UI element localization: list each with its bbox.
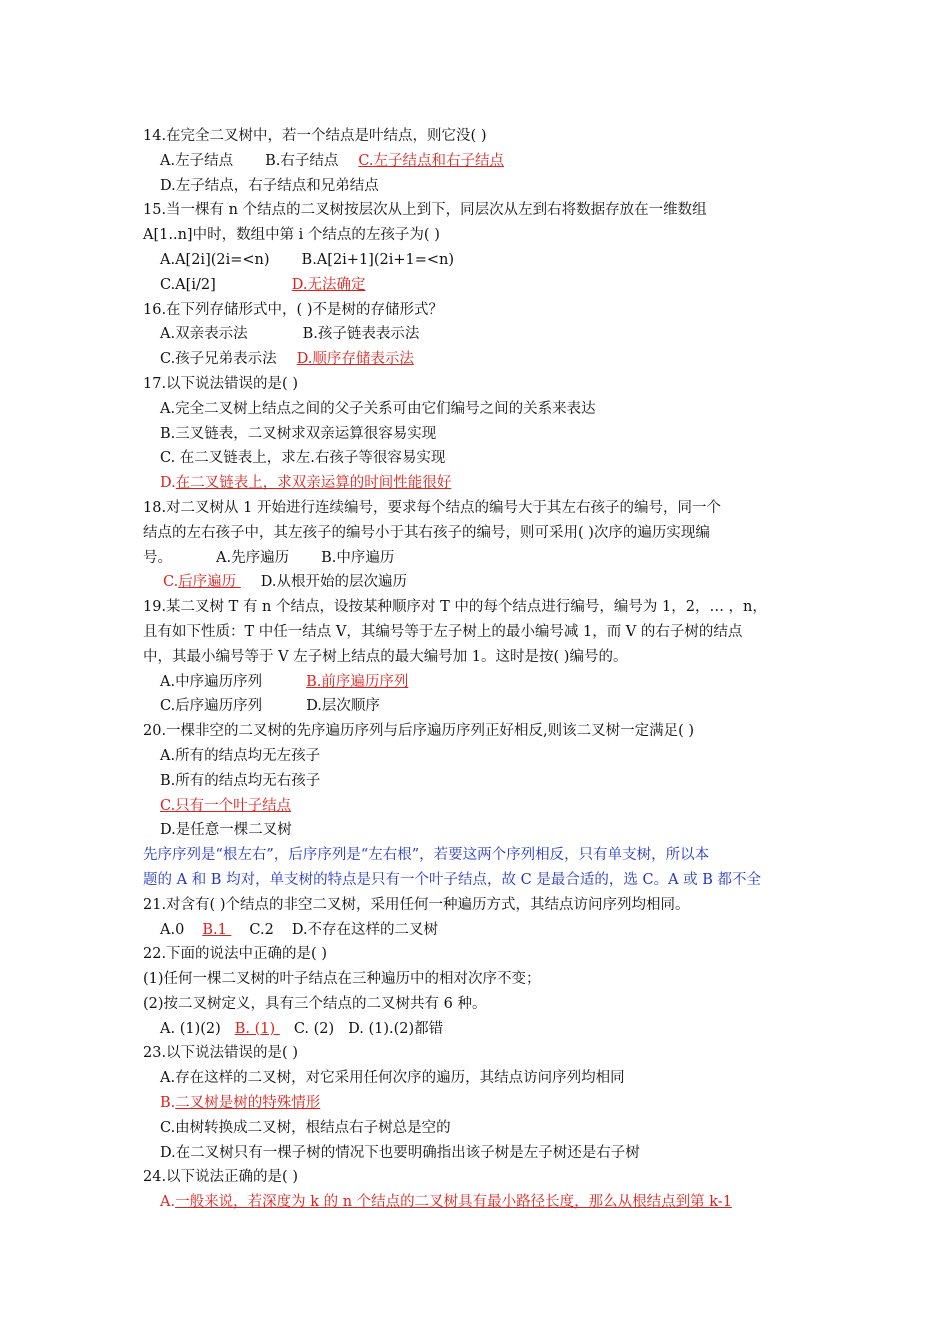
q14-option-a: A.左子结点 — [160, 152, 234, 169]
q23-stem: 23.以下说法错误的是( ) — [143, 1045, 298, 1062]
q19-option-a: A.中序遍历序列 — [160, 673, 263, 690]
q18-options-row2 — [143, 570, 813, 595]
q17-option-a: A.完全二叉树上结点之间的父子关系可由它们编号之间的关系来表达 — [160, 400, 596, 417]
q18-option-c-prefix: C. — [163, 574, 179, 591]
q19-stem-line1: 19.某二叉树 T 有 n 个结点，设按某种顺序对 T 中的每个结点进行编号，编号为 1，2，… ，n， — [143, 599, 767, 616]
q23-option-a: A.存在这样的二叉树，对它采用任何次序的遍历，其结点访问序列均相同 — [160, 1070, 625, 1087]
q21-options-row — [143, 918, 813, 943]
q15-options-row1 — [143, 248, 813, 273]
q19-option-b-answer: B.前序遍历序列 — [306, 673, 409, 690]
q22-option-d: D. (1).(2)都错 — [348, 1020, 444, 1037]
q15-option-b: B.A[2i+1](2i+1=<n) — [301, 251, 455, 268]
q19-stem-line3: 中，其最小编号等于 V 左子树上结点的最大编号加 1。这时是按( )编号的。 — [143, 648, 628, 665]
q18-option-b: B.中序遍历 — [321, 549, 395, 566]
q17-option-d-answer: 在二叉链表上，求双亲运算的时间性能很好 — [175, 475, 452, 492]
q21-option-c: C.2 — [249, 921, 274, 938]
question-document — [143, 124, 813, 1215]
q15-option-c: C.A[i/2] — [160, 276, 216, 293]
q19-stem-line2: 且有如下性质：T 中任一结点 V，其编号等于左子树上的最小编号减 1，而 V 的右子树的结点 — [143, 623, 743, 640]
q18-stem-line1: 18.对二叉树从 1 开始进行连续编号，要求每个结点的编号大于其左右孩子的编号，同一个 — [143, 499, 721, 516]
q18-stem-line2: 结点的左右孩子中，其左孩子的编号小于其右孩子的编号，则可采用( )次序的遍历实现编 — [143, 524, 710, 541]
q21-option-a: A.0 — [160, 921, 185, 938]
q20-option-b: B.所有的结点均无右孩子 — [160, 772, 321, 789]
q14-option-b: B.右子结点 — [265, 152, 339, 169]
q17-stem: 17.以下说法错误的是( ) — [143, 375, 298, 392]
q15-option-d-answer: D.无法确定 — [291, 276, 366, 293]
q18-stem-line3 — [143, 546, 813, 571]
q17-option-b: B.三叉链表，二叉树求双亲运算很容易实现 — [160, 425, 437, 442]
q23-option-b-prefix: B. — [160, 1095, 176, 1112]
q24-option-a-row — [143, 1190, 813, 1215]
q22-option-a: A. (1)(2) — [160, 1020, 221, 1037]
q24-stem: 24.以下说法正确的是( ) — [143, 1169, 298, 1186]
q22-stem: 22.下面的说法中正确的是( ) — [143, 946, 327, 963]
q16-option-b: B.孩子链表表示法 — [302, 326, 420, 343]
q17-option-c: C. 在二叉链表上，求左.右孩子等很容易实现 — [160, 450, 446, 467]
q17-option-d-prefix: D. — [160, 475, 176, 492]
q19-options-row1 — [143, 670, 813, 695]
q16-options-row2 — [143, 347, 813, 372]
q14-option-c-answer: C.左子结点和右子结点 — [358, 152, 505, 169]
q16-option-d-answer: D.顺序存储表示法 — [296, 351, 414, 368]
q14-stem: 14.在完全二叉树中，若一个结点是叶结点，则它没( ) — [143, 128, 487, 144]
q16-options-row1 — [143, 322, 813, 347]
q22-statement-2: (2)按二叉树定义，具有三个结点的二叉树共有 6 种。 — [143, 995, 487, 1012]
q22-options-row — [143, 1017, 813, 1042]
q22-option-c: C. (2) — [293, 1020, 335, 1037]
q19-option-d: D.层次顺序 — [306, 698, 380, 715]
q18-option-d: D.从根开始的层次遍历 — [260, 574, 408, 591]
q22-statement-1: (1)任何一棵二叉树的叶子结点在三种遍历中的相对次序不变； — [143, 971, 541, 988]
q20-explanation-line2: 题的 A 和 B 均对，单支树的特点是只有一个叶子结点，故 C 是最合适的，选 C。A 或 B 都不全 — [143, 871, 762, 888]
q16-option-c: C.孩子兄弟表示法 — [160, 351, 277, 368]
q20-explanation-line1: 先序序列是“根左右”，后序序列是“左右根”，若要这两个序列相反，只有单支树，所以本 — [143, 847, 710, 864]
q24-option-a-prefix: A. — [160, 1194, 176, 1211]
q19-options-row2 — [143, 694, 813, 719]
q14-options-row1 — [143, 149, 813, 174]
q18-option-c-answer: 后序遍历 — [178, 574, 241, 591]
q15-stem-line1: 15.当一棵有 n 个结点的二叉树按层次从上到下，同层次从左到右将数据存放在一维数组 — [143, 202, 707, 219]
q23-option-b-answer: 二叉树是树的特殊情形 — [175, 1095, 321, 1112]
q24-option-a-answer: 一般来说，若深度为 k 的 n 个结点的二叉树具有最小路径长度，那么从根结点到第 k-1 — [175, 1194, 732, 1211]
q14-option-d: D.左子结点，右子结点和兄弟结点 — [160, 177, 379, 194]
q23-option-c: C.由树转换成二叉树，根结点右子树总是空的 — [160, 1119, 451, 1136]
q20-option-d: D.是任意一棵二叉树 — [160, 822, 292, 839]
q23-option-d: D.在二叉树只有一棵子树的情况下也要明确指出该子树是左子树还是右子树 — [160, 1144, 640, 1161]
q16-stem: 16.在下列存储形式中，( )不是树的存储形式？ — [143, 301, 443, 318]
q15-option-a: A.A[2i](2i=<n) — [160, 251, 270, 268]
q15-options-row2 — [143, 273, 813, 298]
q21-option-b-answer: B.1 — [202, 921, 232, 938]
q20-option-c-answer: C.只有一个叶子结点 — [160, 797, 292, 814]
q20-option-a: A.所有的结点均无左孩子 — [160, 747, 321, 764]
q18-stem-end: 号。 — [143, 549, 172, 566]
q21-stem: 21.对含有( )个结点的非空二叉树，采用任何一种遍历方式，其结点访问序列均相同。 — [143, 896, 690, 913]
q18-option-a: A.先序遍历 — [216, 549, 290, 566]
q17-option-d-row — [143, 471, 813, 496]
q19-option-c: C.后序遍历序列 — [160, 698, 263, 715]
q15-stem-line2: A[1..n]中时，数组中第 i 个结点的左孩子为( ) — [143, 227, 440, 244]
q23-option-b-row — [143, 1091, 813, 1116]
q21-option-d: D.不存在这样的二叉树 — [291, 921, 439, 938]
q16-option-a: A.双亲表示法 — [160, 326, 248, 343]
q20-stem: 20.一棵非空的二叉树的先序遍历序列与后序遍历序列正好相反,则该二叉树一定满足( ) — [143, 723, 695, 740]
q22-option-b-answer: B. (1) — [234, 1020, 280, 1037]
